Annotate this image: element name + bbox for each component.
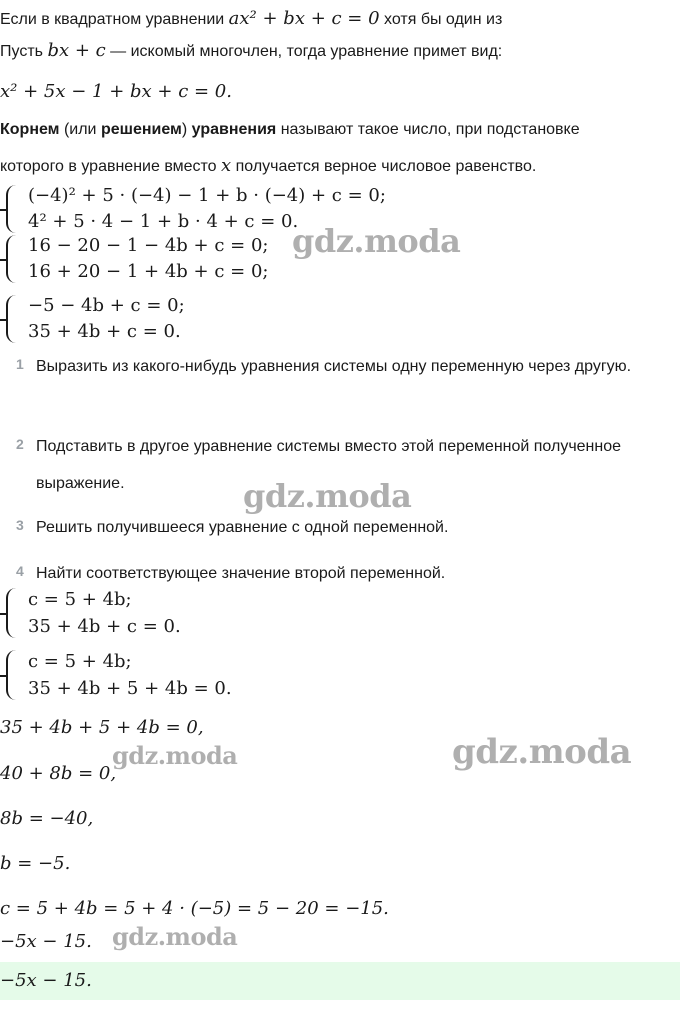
solution-line-3: 8b = −40, [0, 808, 94, 829]
term-equation: уравнения [191, 121, 277, 138]
definition-line-1 [0, 119, 580, 141]
system-1-eq-1: (−4)² + 5 · (−4) − 1 + b · (−4) + c = 0; [28, 185, 386, 206]
intro-line-2 [0, 39, 502, 63]
system-4-eq-1: c = 5 + 4b; [28, 588, 132, 610]
watermark: gdz.moda [292, 222, 461, 260]
def-text: получается верное числовое равенство. [231, 158, 537, 175]
def-text: называют такое число, при подстановке [276, 121, 580, 138]
step-text: Решить получившееся уравнение с одной переменной. [36, 519, 449, 536]
intro2-text-end: — искомый многочлен, тогда уравнение примет вид: [105, 43, 503, 60]
system-1-eq-2: 4² + 5 · 4 − 1 + b · 4 + c = 0. [28, 211, 299, 232]
def-text: ) [181, 121, 192, 138]
intro-line-1 [0, 7, 502, 31]
solution-line-1: 35 + 4b + 5 + 4b = 0, [0, 717, 204, 738]
system-5-eq-2: 35 + 4b + 5 + 4b = 0. [28, 677, 232, 699]
step-number: 1 [16, 356, 24, 372]
intro-text-end: хотя бы один из [379, 11, 503, 28]
system-2-eq-2: 16 + 20 − 1 + 4b + c = 0; [28, 261, 269, 282]
brace [6, 650, 18, 700]
term-solution: решением [100, 121, 182, 138]
system-3 [0, 293, 185, 345]
answer-text: −5x − 15. [0, 970, 92, 991]
def-text: которого в уравнение вместо [0, 158, 222, 175]
solution-line-4: b = −5. [0, 853, 71, 874]
system-3-eq-1: −5 − 4b + c = 0; [28, 295, 185, 316]
step-text: Выразить из какого-нибудь уравнения системы одну переменную через другую. [36, 358, 632, 375]
brace [6, 235, 18, 283]
var-x: x [221, 155, 232, 176]
watermark: gdz.moda [112, 922, 238, 951]
system-5 [0, 648, 232, 702]
system-3-eq-2: 35 + 4b + c = 0. [28, 321, 181, 342]
definition-line-2 [0, 154, 536, 178]
system-5-eq-1: c = 5 + 4b; [28, 650, 132, 672]
polynomial-expr: bx + c [47, 40, 106, 61]
step-text: Подставить в другое уравнение системы вместо этой переменной полученное выражение. [36, 438, 622, 492]
watermark: gdz.moda [452, 732, 632, 772]
brace [6, 588, 18, 638]
quadratic-formula: ax² + bx + c = 0 [228, 8, 380, 29]
intro2-text: Пусть [0, 43, 48, 60]
step-text: Найти соответствующее значение второй переменной. [36, 565, 446, 582]
intro-text: Если в квадратном уравнении [0, 11, 229, 28]
watermark: gdz.moda [112, 741, 238, 770]
main-equation: x² + 5x − 1 + bx + c = 0. [0, 81, 232, 102]
answer-box [0, 962, 680, 1000]
brace [6, 295, 18, 343]
step-number: 2 [16, 436, 24, 452]
system-4-eq-2: 35 + 4b + c = 0. [28, 615, 181, 637]
def-text: (или [59, 121, 101, 138]
system-2 [0, 233, 268, 285]
watermark: gdz.moda [243, 477, 412, 515]
step-number: 4 [16, 563, 24, 579]
solution-line-2: 40 + 8b = 0, [0, 763, 117, 784]
brace [6, 185, 18, 233]
system-2-eq-1: 16 − 20 − 1 − 4b + c = 0; [28, 235, 269, 256]
step-number: 3 [16, 517, 24, 533]
solution-line-5: c = 5 + 4b = 5 + 4 · (−5) = 5 − 20 = −15. [0, 898, 389, 919]
solution-line-6: −5x − 15. [0, 931, 92, 952]
term-root: Корнем [0, 121, 60, 138]
system-4 [0, 586, 181, 640]
